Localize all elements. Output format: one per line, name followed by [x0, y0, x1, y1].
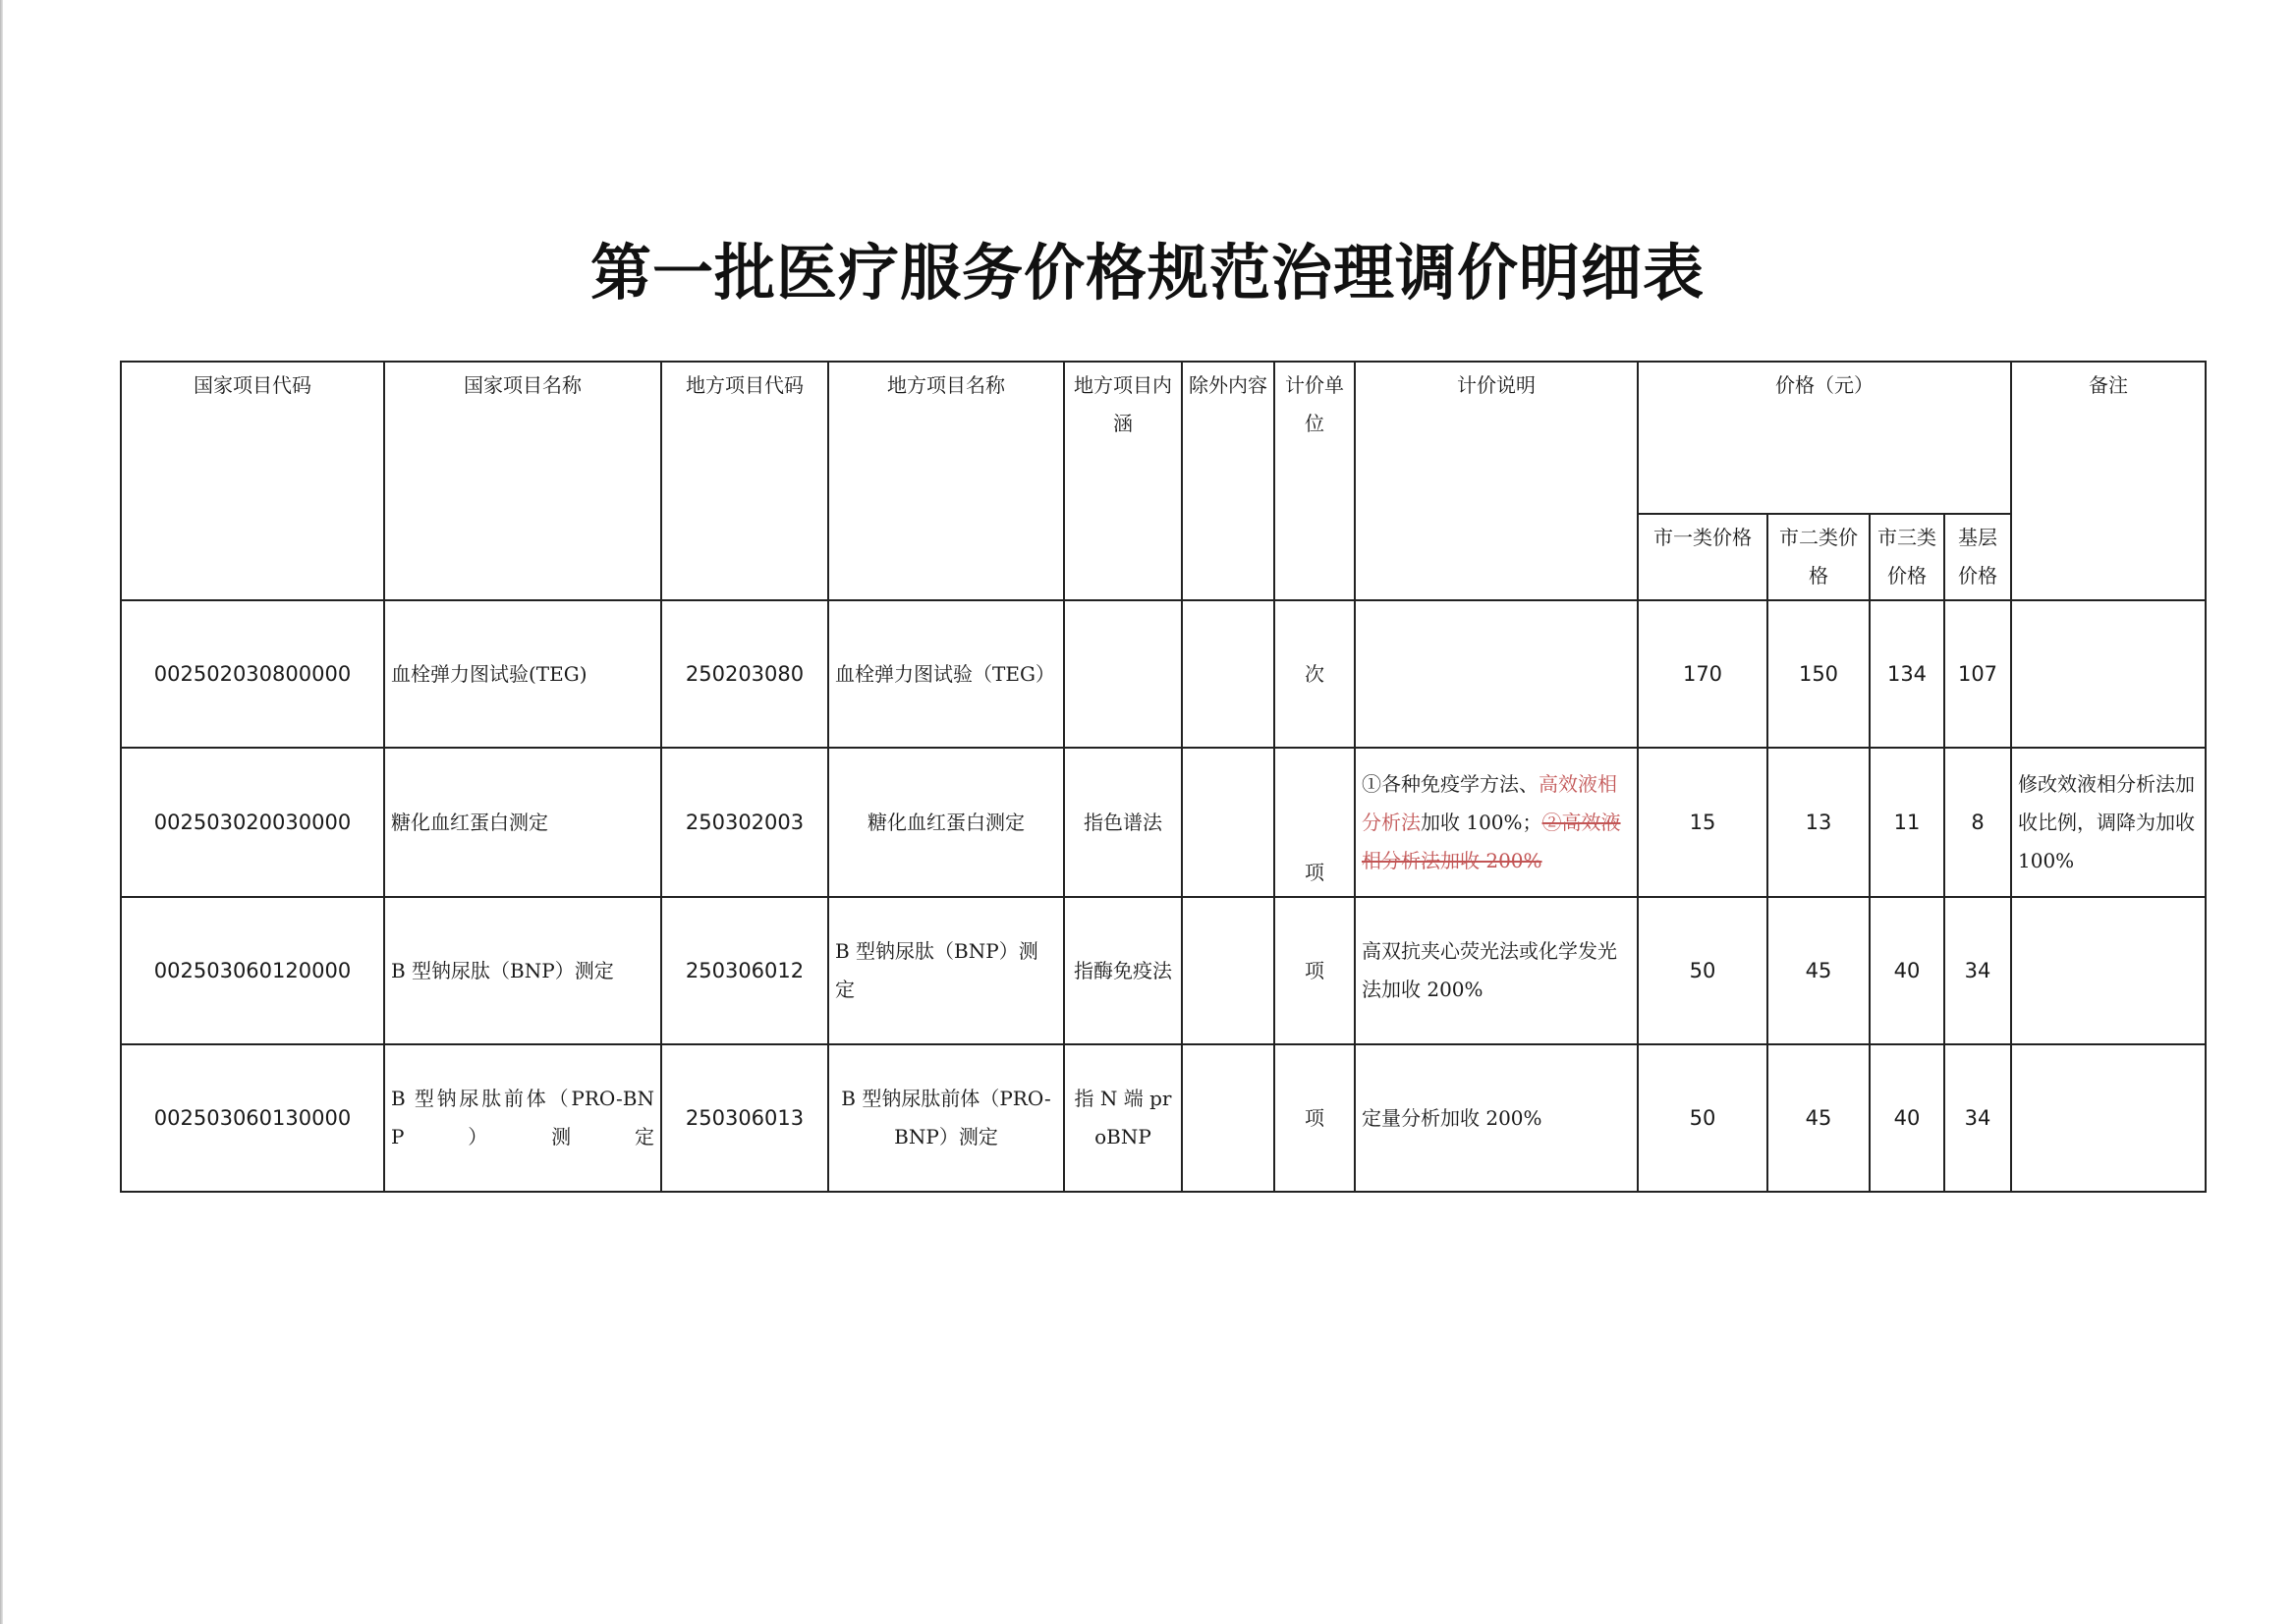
national-code-cell: 002503060130000	[121, 1044, 384, 1192]
price-base-cell: 8	[1944, 748, 2011, 897]
exclusion-cell	[1182, 1044, 1274, 1192]
national-code-cell: 002503060120000	[121, 897, 384, 1044]
price-city3-cell: 11	[1870, 748, 1944, 897]
pricing-note-cell	[1355, 748, 1638, 897]
national-code-cell: 002503020030000	[121, 748, 384, 897]
price-city1-cell: 50	[1638, 1044, 1767, 1192]
price-city1-cell: 50	[1638, 897, 1767, 1044]
table-row	[121, 897, 2206, 1044]
header-price-base: 基层价格	[1944, 514, 2011, 600]
pricing-note-cell	[1355, 600, 1638, 748]
header-price-city1: 市一类价格	[1638, 514, 1767, 600]
local-content-cell	[1064, 600, 1182, 748]
header-pricing-note: 计价说明	[1355, 362, 1638, 600]
national-name-cell: B 型钠尿肽前体（PRO-BNP）测定	[384, 1044, 661, 1192]
page-title: 第一批医疗服务价格规范治理调价明细表	[589, 237, 1705, 308]
price-city2-cell: 45	[1767, 1044, 1870, 1192]
exclusion-cell	[1182, 600, 1274, 748]
price-adjustment-table	[120, 361, 2207, 1193]
local-content-cell: 指色谱法	[1064, 748, 1182, 897]
price-city2-cell: 13	[1767, 748, 1870, 897]
national-name-cell: 血栓弹力图试验(TEG)	[384, 600, 661, 748]
national-name-cell: B 型钠尿肽（BNP）测定	[384, 897, 661, 1044]
header-national-code: 国家项目代码	[121, 362, 384, 600]
pricing-note-cell: 高双抗夹心荧光法或化学发光法加收 200%	[1355, 897, 1638, 1044]
price-city2-cell: 45	[1767, 897, 1870, 1044]
price-city1-cell: 170	[1638, 600, 1767, 748]
local-code-cell: 250306012	[661, 897, 828, 1044]
local-name-cell: B 型钠尿肽（BNP）测定	[828, 897, 1064, 1044]
header-unit: 计价单位	[1274, 362, 1355, 600]
price-city1-cell: 15	[1638, 748, 1767, 897]
note-part-a: ①各种免疫学方法、	[1362, 771, 1539, 796]
remark-cell	[2011, 897, 2206, 1044]
local-code-cell: 250302003	[661, 748, 828, 897]
note-part-d: ②高效液相分析法加收 200%	[1362, 810, 1621, 872]
header-local-content: 地方项目内涵	[1064, 362, 1182, 600]
remark-cell: 修改效液相分析法加收比例，调降为加收100%	[2011, 748, 2206, 897]
unit-cell: 次	[1274, 600, 1355, 748]
note-part-c: 加收 100%；	[1421, 810, 1542, 834]
remark-cell	[2011, 600, 2206, 748]
local-name-cell: 糖化血红蛋白测定	[828, 748, 1064, 897]
price-base-cell: 34	[1944, 1044, 2011, 1192]
header-remark: 备注	[2011, 362, 2206, 600]
local-content-cell: 指酶免疫法	[1064, 897, 1182, 1044]
table-row	[121, 748, 2206, 897]
exclusion-cell	[1182, 748, 1274, 897]
header-exclusion: 除外内容	[1182, 362, 1274, 600]
price-city3-cell: 40	[1870, 897, 1944, 1044]
header-price-city3: 市三类价格	[1870, 514, 1944, 600]
local-name-cell: 血栓弹力图试验（TEG）	[828, 600, 1064, 748]
price-city3-cell: 134	[1870, 600, 1944, 748]
header-local-name: 地方项目名称	[828, 362, 1064, 600]
header-local-code: 地方项目代码	[661, 362, 828, 600]
exclusion-cell	[1182, 897, 1274, 1044]
price-city3-cell: 40	[1870, 1044, 1944, 1192]
local-code-cell: 250203080	[661, 600, 828, 748]
unit-cell: 项	[1274, 1044, 1355, 1192]
price-base-cell: 34	[1944, 897, 2011, 1044]
note-part-b: 高效液相分析法	[1362, 771, 1617, 834]
unit-cell: 项	[1274, 748, 1355, 897]
local-content-cell: 指 N 端 proBNP	[1064, 1044, 1182, 1192]
table-row	[121, 1044, 2206, 1192]
pricing-note-cell: 定量分析加收 200%	[1355, 1044, 1638, 1192]
local-code-cell: 250306013	[661, 1044, 828, 1192]
national-name-cell: 糖化血红蛋白测定	[384, 748, 661, 897]
national-code-cell: 002502030800000	[121, 600, 384, 748]
header-price-group: 价格（元）	[1638, 362, 2011, 514]
remark-cell	[2011, 1044, 2206, 1192]
price-city2-cell: 150	[1767, 600, 1870, 748]
table-row	[121, 600, 2206, 748]
price-base-cell: 107	[1944, 600, 2011, 748]
header-price-city2: 市二类价格	[1767, 514, 1870, 600]
header-national-name: 国家项目名称	[384, 362, 661, 600]
unit-cell: 项	[1274, 897, 1355, 1044]
local-name-cell: B 型钠尿肽前体（PRO-BNP）测定	[828, 1044, 1064, 1192]
